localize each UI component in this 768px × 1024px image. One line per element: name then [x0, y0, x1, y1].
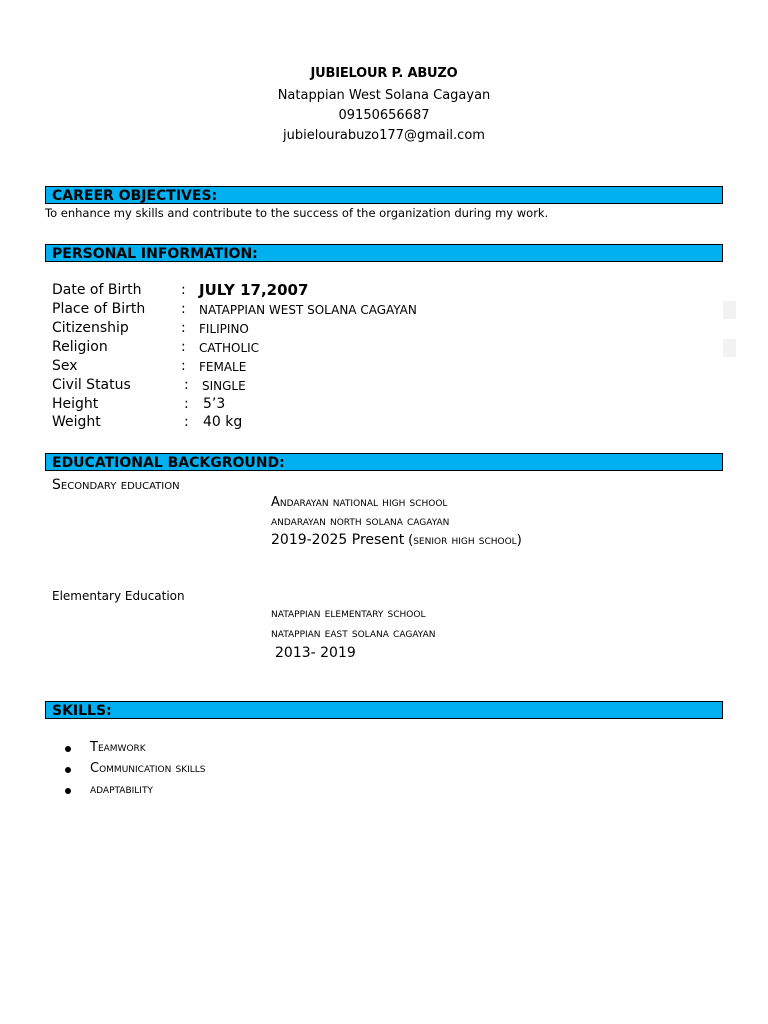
pi-colon: : — [184, 377, 189, 393]
bullet-icon — [65, 746, 71, 752]
faint-mark — [723, 301, 736, 319]
secondary-school-note: (senior high school) — [408, 533, 522, 548]
pi-colon: : — [181, 358, 186, 374]
faint-mark — [723, 339, 736, 357]
applicant-email: jubielourabuzo177@gmail.com — [283, 128, 485, 143]
pi-value-citizenship: FILIPINO — [199, 322, 249, 336]
pi-label-weight: Weight — [52, 414, 101, 430]
pi-value-dob: JULY 17,2007 — [199, 281, 309, 299]
skill-label: adaptability — [90, 782, 153, 797]
applicant-phone: 09150656687 — [338, 108, 430, 123]
list-item — [90, 761, 206, 782]
skills-heading: SKILLS: — [45, 701, 723, 719]
pi-value-religion: CATHOLIC — [199, 341, 260, 355]
secondary-school-years-line — [271, 532, 522, 548]
pi-colon: : — [184, 414, 189, 430]
list-item — [90, 740, 206, 761]
skill-label: Teamwork — [90, 740, 146, 755]
pi-label-sex: Sex — [52, 358, 78, 374]
secondary-school-years: 2019-2025 Present — [271, 532, 405, 548]
pi-colon: : — [181, 339, 186, 355]
pi-value-sex: FEMALE — [199, 360, 247, 374]
secondary-education-label: Secondary education — [52, 477, 180, 493]
secondary-school-address: andarayan north solana cagayan — [271, 514, 450, 529]
pi-colon: : — [184, 396, 189, 412]
applicant-name: JUBIELOUR P. ABUZO — [310, 66, 458, 81]
secondary-school-name: Andarayan national high school — [271, 495, 448, 510]
pi-value-height: 5’3 — [203, 396, 226, 412]
skill-label: Communication skills — [90, 761, 206, 776]
pi-label-place-of-birth: Place of Birth — [52, 301, 146, 317]
educational-background-heading: EDUCATIONAL BACKGROUND: — [45, 453, 723, 471]
bullet-icon — [65, 767, 71, 773]
skills-list — [90, 740, 206, 803]
applicant-address: Natappian West Solana Cagayan — [277, 88, 491, 103]
pi-label-civil-status: Civil Status — [52, 377, 131, 393]
pi-label-citizenship: Citizenship — [52, 320, 129, 336]
pi-value-civil-status: SINGLE — [202, 379, 246, 393]
career-objectives-heading: CAREER OBJECTIVES: — [45, 186, 723, 204]
pi-label-religion: Religion — [52, 339, 108, 355]
elementary-school-name: natappian elementary school — [271, 606, 426, 621]
pi-label-height: Height — [52, 396, 99, 412]
elementary-education-label: Elementary Education — [52, 589, 185, 603]
bullet-icon — [65, 788, 71, 794]
pi-label-dob: Date of Birth — [52, 282, 142, 298]
pi-colon: : — [181, 301, 186, 317]
elementary-school-address: natappian east solana cagayan — [271, 626, 436, 641]
pi-colon: : — [181, 320, 186, 336]
elementary-school-years: 2013- 2019 — [275, 645, 356, 661]
pi-value-weight: 40 kg — [203, 414, 243, 430]
personal-information-heading: PERSONAL INFORMATION: — [45, 244, 723, 262]
pi-colon: : — [181, 282, 186, 298]
list-item — [90, 782, 206, 803]
career-objective-text: To enhance my skills and contribute to the success of the organization during my work. — [45, 206, 549, 220]
pi-value-place-of-birth: NATAPPIAN WEST SOLANA CAGAYAN — [199, 303, 417, 317]
